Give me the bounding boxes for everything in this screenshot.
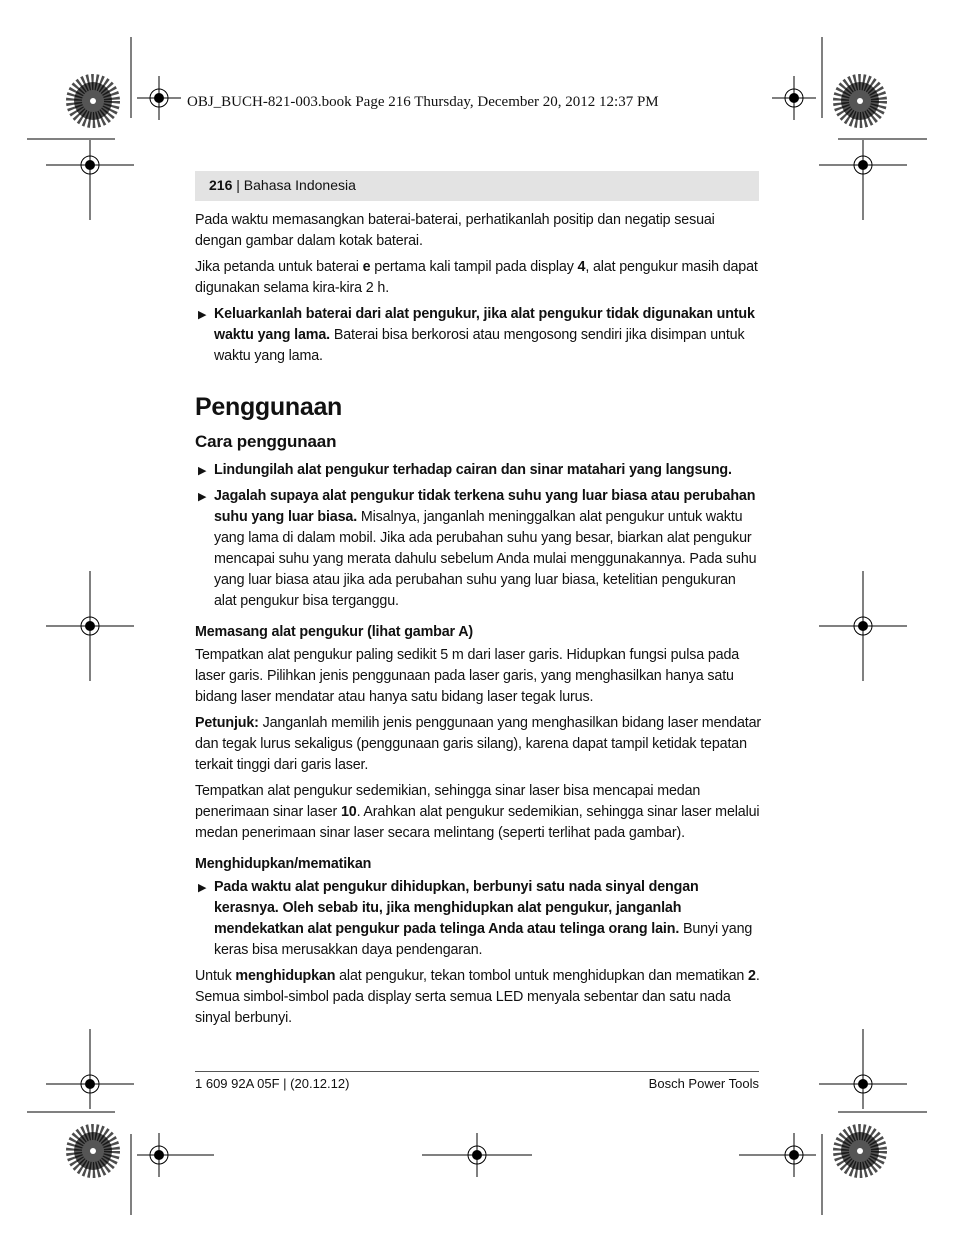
paragraph: Pada waktu memasangkan baterai-baterai, perhatikanlah positip dan negatip sesuai dengan gambar dalam kotak baterai. xyxy=(195,212,715,249)
minor-heading: Memasang alat pengukur (lihat gambar A) xyxy=(195,624,474,640)
triangle-right-icon: ▶ xyxy=(198,491,207,503)
header-separator: | xyxy=(232,177,244,193)
section-heading: Penggunaan xyxy=(195,393,343,421)
registration-mark-bottom-left xyxy=(137,1133,214,1177)
paragraph: Jika petanda untuk baterai e pertama kali tampil pada display 4, alat pengukur masih dapat digunakan selama kira-kira 2 h. xyxy=(195,259,758,296)
starburst-target-bottom-right xyxy=(841,1132,879,1170)
registration-mark-right-middle xyxy=(819,571,907,681)
registration-mark-bottom-right xyxy=(739,1133,816,1177)
triangle-right-icon: ▶ xyxy=(198,465,207,477)
header-section: Bahasa Indonesia xyxy=(243,177,356,193)
footer-rule xyxy=(195,1071,759,1072)
note-paragraph: Petunjuk: Janganlah memilih jenis penggunaan yang menghasilkan bidang laser mendatar dan tegak lurus sekaligus (penggunaan garis silang), karena dapat tampil ketidak tepatan terkait tinggi dari garis laser. xyxy=(195,715,761,773)
footer-doc-number: 1 609 92A 05F | (20.12.12) xyxy=(195,1076,350,1091)
footer-brand: Bosch Power Tools xyxy=(648,1076,759,1091)
starburst-target-top-left xyxy=(74,82,112,120)
paragraph: Tempatkan alat pengukur paling sedikit 5 m dari laser garis. Hidupkan fungsi pulsa pada laser garis. Pilihkan jenis penggunaan pada laser garis, yang menghasilkan hanya satu bidang laser mendatar atau hanya satu bidang laser tegak lurus. xyxy=(195,647,740,705)
minor-heading: Menghidupkan/mematikan xyxy=(195,856,372,872)
triangle-right-icon: ▶ xyxy=(198,882,207,894)
warning-bullet: ▶ Lindungilah alat pengukur terhadap cairan dan sinar matahari yang langsung. xyxy=(195,460,761,481)
registration-mark-right-upper xyxy=(819,140,907,220)
warning-bullet: ▶ Pada waktu alat pengukur dihidupkan, berbunyi satu nada sinyal dengan kerasnya. Oleh sebab itu, jika menghidupkan alat pengukur, janganlah mendekatkan alat pengukur pada telinga Anda atau telinga orang lain. Bunyi yang keras bisa merusakkan daya pendengaran. xyxy=(198,879,753,958)
registration-mark-top-right xyxy=(772,76,816,120)
paragraph: Tempatkan alat pengukur sedemikian, sehingga sinar laser bisa mencapai medan penerimaan sinar laser 10. Arahkan alat pengukur sedemikian, sehingga sinar laser melalui medan penerimaan sinar laser secara melintang (seperti terlihat pada gambar). xyxy=(195,783,760,841)
starburst-target-bottom-left xyxy=(74,1132,112,1170)
triangle-right-icon: ▶ xyxy=(198,309,207,321)
registration-mark-bottom-center xyxy=(422,1133,532,1177)
registration-mark-left-upper xyxy=(46,140,134,220)
registration-mark-left-lower xyxy=(46,1029,134,1109)
subsection-heading: Cara penggunaan xyxy=(195,432,337,451)
main-content xyxy=(195,210,761,1034)
warning-bullet: ▶ Jagalah supaya alat pengukur tidak terkena suhu yang luar biasa atau perubahan suhu yang luar biasa. Misalnya, janganlah meninggalkan alat pengukur untuk waktu yang lama di dalam mobil. Jika ada perubahan suhu yang besar, biarkan alat pengukur mencapai suhu yang merata dahulu sebelum Anda mulai menggunakannya. Pada suhu yang luar biasa atau jika ada perubahan suhu yang luar biasa, ketelitian pengukuran alat pengukur bisa terganggu. xyxy=(198,488,757,609)
running-header xyxy=(195,171,759,201)
page-number: 216 xyxy=(209,177,233,193)
registration-mark-top-left xyxy=(137,76,181,120)
warning-bullet: ▶ Keluarkanlah baterai dari alat pengukur, jika alat pengukur tidak digunakan untuk waktu yang lama. Baterai bisa berkorosi atau mengosong sendiri jika disimpan untuk waktu yang lama. xyxy=(198,306,755,364)
registration-mark-right-lower xyxy=(819,1029,907,1109)
print-slug: OBJ_BUCH-821-003.book Page 216 Thursday, December 20, 2012 12:37 PM xyxy=(187,94,659,110)
starburst-target-top-right xyxy=(841,82,879,120)
registration-mark-left-middle xyxy=(46,571,134,681)
paragraph: Untuk menghidupkan alat pengukur, tekan tombol untuk menghidupkan dan mematikan 2. Semua simbol-simbol pada display serta semua LED menyala sebentar dan satu nada sinyal berbunyi. xyxy=(195,968,760,1026)
